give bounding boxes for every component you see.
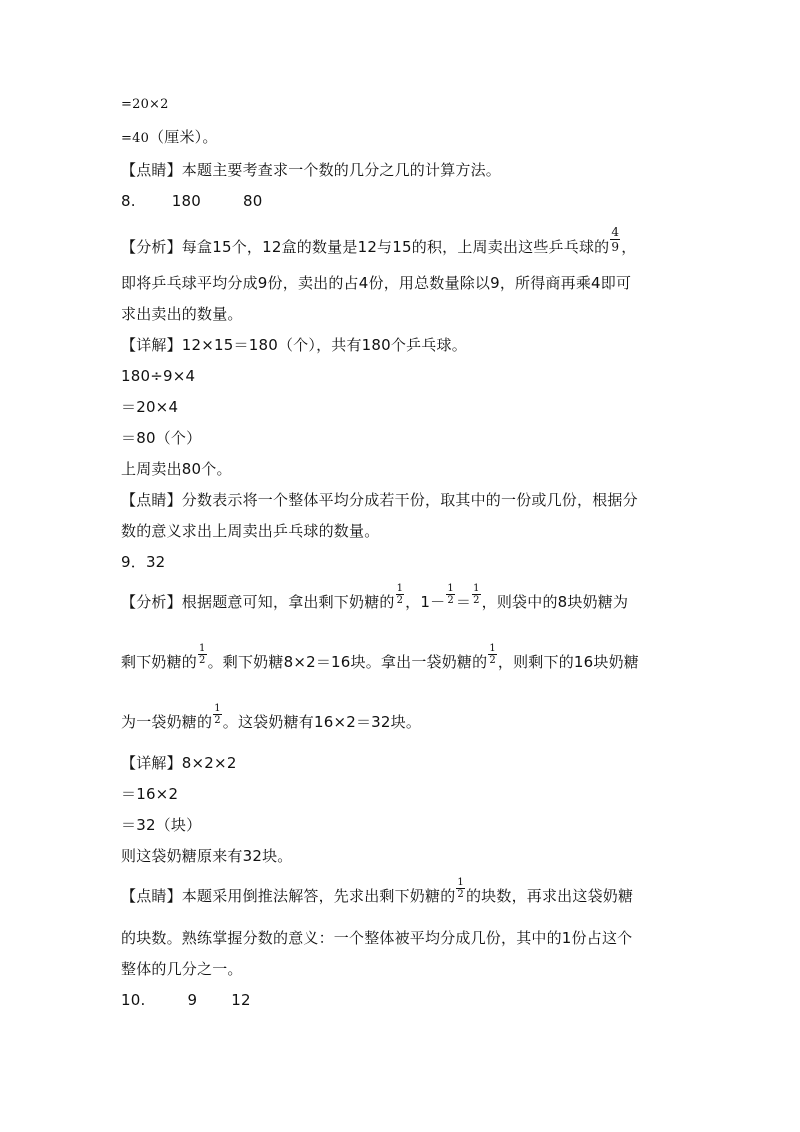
equation-line: ＝20×4 [121,398,179,416]
fraction-numerator: 1 [473,583,480,594]
fraction-numerator: 1 [214,703,221,714]
detail-line: 【详解】12×15＝180（个），共有180个乒乓球。 [121,336,467,354]
text-line: 则这袋奶糖原来有32块。 [121,847,293,865]
text-line [121,643,639,674]
fraction-denominator: 2 [473,595,480,606]
text-segment: 【分析】根据题意可知，拿出剩下奶糖的 [121,593,395,611]
text-line: 的块数。熟练掌握分数的意义：一个整体被平均分成几份，其中的1份占这个 [121,929,633,947]
text-segment: ， [621,238,637,256]
fraction-denominator: 2 [214,715,221,726]
fraction [198,643,207,666]
text-segment: 【点睛】本题采用倒推法解答，先求出剩下奶糖的 [121,887,456,905]
fraction-numerator: 1 [457,877,464,888]
text-line: 即将乒乓球平均分成9份，卖出的占4份，用总数量除以9，所得商再乘4即可 [121,274,632,292]
detail-line: 【详解】8×2×2 [121,754,237,772]
text-segment: ＝ [455,593,472,611]
answer-line-9: 9．32 [121,553,166,571]
answer-line-8 [121,191,262,211]
answer-blank: 12 [231,991,251,1009]
text-segment: 。剩下奶糖8×2＝16块。拿出一袋奶糖的 [207,653,488,671]
text-segment: ，则剩下的16块奶糖 [497,653,639,671]
equation-line: 180÷9×4 [121,367,196,385]
fraction-denominator: 2 [447,595,454,606]
fraction-denominator: 2 [199,655,206,666]
comment-line: 【点睛】分数表示将一个整体平均分成若干份，取其中的一份或几份，根据分 [121,491,638,509]
equation-line: ＝32（块） [121,816,202,834]
fraction [456,877,465,900]
text-line [121,703,422,734]
fraction-numerator: 1 [396,583,404,594]
unit-text: （厘米）。 [149,128,218,146]
question-number: 10. [121,991,146,1009]
question-number: 8. [121,192,136,210]
comment-line [121,877,634,908]
analysis-line [121,225,637,262]
text-line: 数的意义求出上周卖出乒乓球的数量。 [121,522,380,540]
text-segment: ，1－ [405,593,446,611]
fraction-denominator: 2 [396,595,404,606]
equation-line: =20×2 [121,97,169,112]
text-segment: ，则袋中的8块奶糖为 [481,593,629,611]
fraction [610,225,620,254]
text-segment: 为一袋奶糖的 [121,713,213,731]
fraction-denominator: 2 [489,655,496,666]
text-segment: 【分析】每盒15个，12盒的数量是12与15的积，上周卖出这些乒乓球的 [121,238,610,256]
fraction [213,703,222,726]
text-segment: 。这袋奶糖有16×2＝32块。 [222,713,422,731]
answer-blank: 180 [171,192,201,210]
fraction-numerator: 1 [199,643,206,654]
answer-blank: 80 [242,192,263,210]
equation-line: ＝80（个） [121,429,202,447]
equation-value: =40 [121,131,150,146]
text-line: 求出卖出的数量。 [121,305,243,323]
text-segment: 剩下奶糖的 [121,653,198,671]
fraction [396,583,405,606]
equation-line: ＝16×2 [121,785,179,803]
fraction [446,583,455,606]
answer-blank: 9 [187,991,198,1009]
fraction [488,643,497,666]
equation-line [121,127,218,149]
fraction-numerator: 1 [489,643,496,654]
text-line: 整体的几分之一。 [121,960,243,978]
fraction-denominator: 2 [457,889,464,900]
text-segment: 的块数，再求出这袋奶糖 [465,887,634,905]
fraction-denominator: 9 [611,240,620,254]
fraction-numerator: 1 [447,583,454,594]
comment-line: 【点睛】本题主要考查求一个数的几分之几的计算方法。 [121,161,502,179]
answer-line-10 [121,990,251,1010]
fraction-numerator: 4 [611,225,620,239]
analysis-line [121,583,629,614]
text-line: 上周卖出80个。 [121,460,232,478]
fraction [472,583,481,606]
